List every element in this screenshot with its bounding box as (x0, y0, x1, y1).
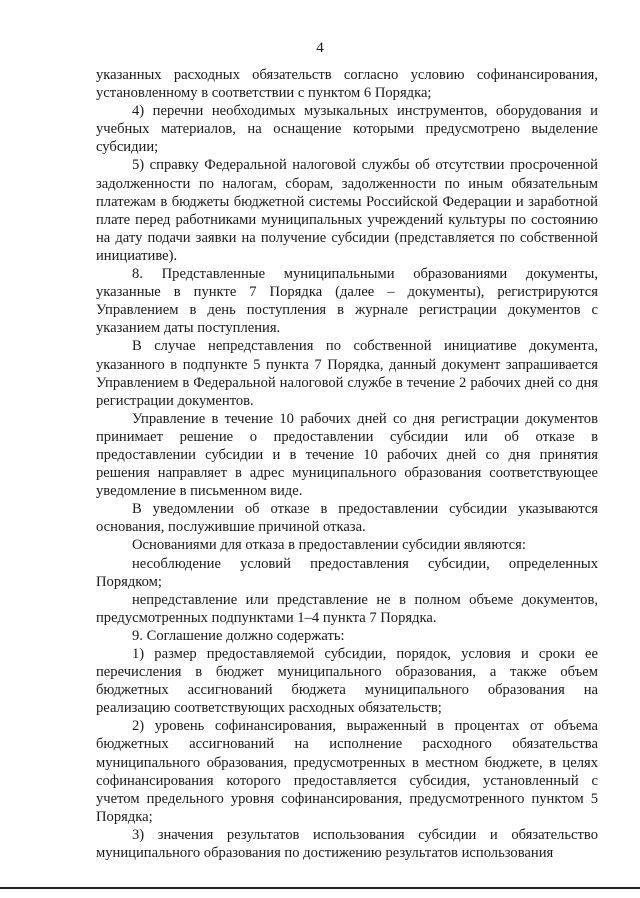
paragraph: Управление в течение 10 рабочих дней со дня регистрации документов принимает решение о предоставлении субсидии или об отказе в предоставлении субсидии и в течение 10 рабочих дней со дня принятия решения направляет в адрес муниципального образования соответствующее уведомление в письменном виде. (96, 410, 598, 500)
paragraph: 2) уровень софинансирования, выраженный в процентах от объема бюджетных ассигнований на исполнение расходного обязательства муниципального образования, предусмотренных в местном бюджете, в целях софинансирования которого предоставляется субсидия, установленный с учетом предельного уровня софинансирования, предусмотренного пунктом 5 Порядка; (96, 718, 598, 825)
paragraph: В уведомлении об отказе в предоставлении субсидии указываются основания, послужившие причиной отказа. (96, 501, 598, 536)
page-bottom-rule (0, 887, 640, 889)
document-body (96, 66, 598, 862)
paragraph: указанных расходных обязательств согласно условию софинансирования, установленному в соответствии с пунктом 6 Порядка; (96, 67, 598, 102)
paragraph: несоблюдение условий предоставления субсидии, определенных Порядком; (96, 555, 598, 590)
paragraph: непредставление или представление не в полном объеме документов, предусмотренных подпунктами 1–4 пункта 7 Порядка. (96, 591, 598, 626)
paragraph: 9. Соглашение должно содержать: (132, 627, 345, 644)
page-number: 4 (316, 40, 324, 56)
paragraph: В случае непредставления по собственной инициативе документа, указанного в подпункте 5 пункта 7 Порядка, данный документ запрашивается Управлением в Федеральной налоговой службе в течение 2 рабочих дней со дня регистрации документов. (96, 338, 598, 409)
paragraph: 3) значения результатов использования субсидии и обязательство муниципального образования по достижению результатов использования (96, 826, 598, 862)
paragraph: 5) справку Федеральной налоговой службы об отсутствии просроченной задолженности по налогам, сборам, задолженности по иным обязательным платежам в бюджеты бюджетной системы Российской Федерации и заработной плате перед работниками муниципальных учреждений культуры по состоянию на дату подачи заявки на получение субсидии (представляется по собственной инициативе). (96, 157, 598, 264)
paragraph: Основаниями для отказа в предоставлении субсидии являются: (132, 537, 526, 554)
paragraph: 1) размер предоставляемой субсидии, порядок, условия и сроки ее перечисления в бюджет муниципального образования, а также объем бюджетных ассигнований бюджета муниципального образования на реализацию соответствующих расходных обязательств; (96, 646, 598, 717)
paragraph: 8. Представленные муниципальными образованиями документы, указанные в пункте 7 Порядка (далее – документы), регистрируются Управлением в день поступления в журнале регистрации документов с указанием даты поступления. (96, 266, 598, 337)
paragraph: 4) перечни необходимых музыкальных инструментов, оборудования и учебных материалов, на оснащение которыми предусмотрено выделение субсидии; (96, 103, 598, 156)
